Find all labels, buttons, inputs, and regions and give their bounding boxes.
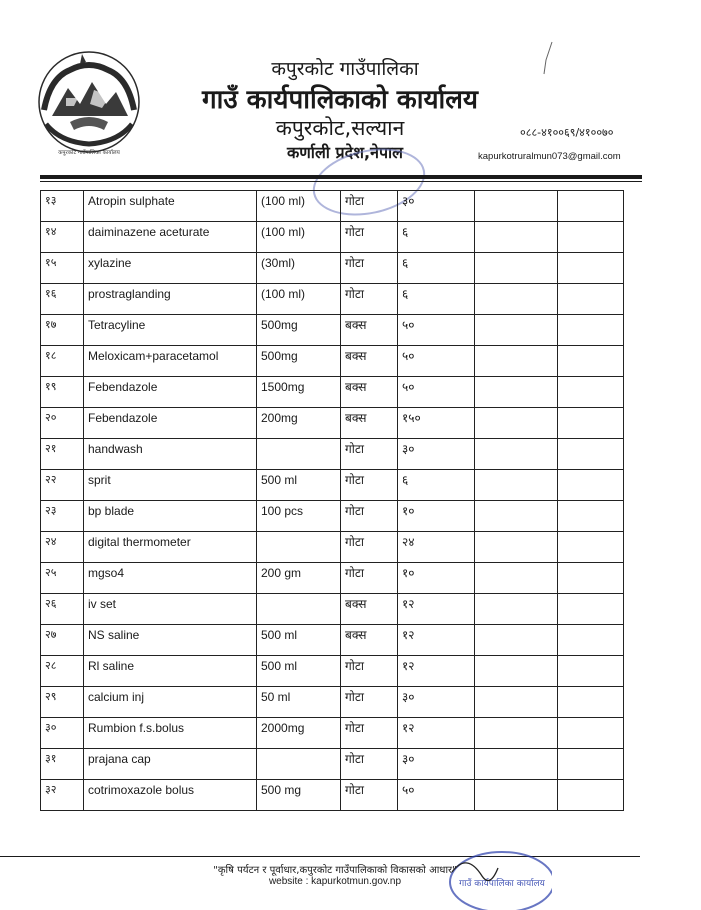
item-unit: बक्स [341, 346, 398, 377]
province-name: कर्णाली प्रदेश,नेपाल [286, 143, 404, 162]
empty-cell [558, 594, 624, 625]
phone-number: ०८८-४१००६९/४१००७० [520, 126, 614, 139]
row-number: २३ [41, 501, 84, 532]
empty-cell [475, 718, 558, 749]
item-quantity: ३० [398, 687, 475, 718]
row-number: ३१ [41, 749, 84, 780]
office-location: कपुरकोट,सल्यान [275, 116, 405, 140]
table-row [41, 191, 624, 222]
email-address: kapurkotruralmun073@gmail.com [478, 151, 621, 162]
item-name: mgso4 [84, 563, 257, 594]
item-unit: बक्स [341, 408, 398, 439]
item-name: prostraglanding [84, 284, 257, 315]
empty-cell [558, 191, 624, 222]
item-quantity: ५० [398, 315, 475, 346]
table-row [41, 749, 624, 780]
table-row [41, 346, 624, 377]
office-title: गाउँ कार्यपालिकाको कार्यालय [202, 85, 478, 115]
row-number: २२ [41, 470, 84, 501]
item-quantity: ६ [398, 253, 475, 284]
item-unit: गोटा [341, 687, 398, 718]
item-unit: गोटा [341, 253, 398, 284]
table-row [41, 780, 624, 811]
table-row [41, 718, 624, 749]
item-unit: गोटा [341, 780, 398, 811]
item-name: digital thermometer [84, 532, 257, 563]
empty-cell [475, 439, 558, 470]
item-name: calcium inj [84, 687, 257, 718]
item-size: 500 mg [257, 780, 341, 811]
item-name: cotrimoxazole bolus [84, 780, 257, 811]
item-name: Rumbion f.s.bolus [84, 718, 257, 749]
empty-cell [558, 656, 624, 687]
empty-cell [558, 780, 624, 811]
table-row [41, 222, 624, 253]
empty-cell [475, 191, 558, 222]
medicine-table [40, 190, 624, 811]
item-name: Rl saline [84, 656, 257, 687]
empty-cell [558, 222, 624, 253]
empty-cell [475, 780, 558, 811]
item-quantity: ३० [398, 749, 475, 780]
table-row [41, 656, 624, 687]
empty-cell [475, 346, 558, 377]
empty-cell [475, 656, 558, 687]
item-quantity: १५० [398, 408, 475, 439]
item-size: 500mg [257, 315, 341, 346]
item-quantity: १० [398, 563, 475, 594]
nepal-emblem-icon [30, 48, 148, 156]
item-size: 500mg [257, 346, 341, 377]
item-size: 200 gm [257, 563, 341, 594]
item-unit: गोटा [341, 563, 398, 594]
table-row [41, 625, 624, 656]
row-number: २० [41, 408, 84, 439]
empty-cell [558, 625, 624, 656]
empty-cell [475, 315, 558, 346]
item-quantity: १२ [398, 718, 475, 749]
empty-cell [475, 501, 558, 532]
item-unit: बक्स [341, 315, 398, 346]
row-number: २८ [41, 656, 84, 687]
item-name: xylazine [84, 253, 257, 284]
row-number: २६ [41, 594, 84, 625]
empty-cell [475, 687, 558, 718]
row-number: २१ [41, 439, 84, 470]
empty-cell [475, 625, 558, 656]
row-number: ३० [41, 718, 84, 749]
office-seal [432, 832, 552, 910]
empty-cell [475, 594, 558, 625]
header-rule [40, 175, 642, 179]
item-size: (100 ml) [257, 222, 341, 253]
item-unit: गोटा [341, 532, 398, 563]
item-unit: बक्स [341, 594, 398, 625]
item-size: (100 ml) [257, 284, 341, 315]
item-unit: गोटा [341, 501, 398, 532]
empty-cell [475, 284, 558, 315]
empty-cell [558, 749, 624, 780]
item-quantity: ५० [398, 780, 475, 811]
footer-motto: "कृषि पर्यटन र पूर्वाधार,कपुरकोट गाउँपालिकाको विकासको आधार" [213, 865, 457, 876]
table-row [41, 408, 624, 439]
emblem-text: कपुरकोट गाउँपालिका कार्यालय [58, 150, 120, 156]
item-name: handwash [84, 439, 257, 470]
item-quantity: ६ [398, 470, 475, 501]
item-size [257, 594, 341, 625]
item-size: 1500mg [257, 377, 341, 408]
row-number: १६ [41, 284, 84, 315]
item-size: 500 ml [257, 625, 341, 656]
item-size [257, 439, 341, 470]
item-quantity: १० [398, 501, 475, 532]
seal-text: गाउँ कार्यपालिका कार्यालय [459, 879, 545, 889]
item-name: Febendazole [84, 377, 257, 408]
empty-cell [558, 346, 624, 377]
item-unit: गोटा [341, 222, 398, 253]
empty-cell [475, 563, 558, 594]
item-unit: गोटा [341, 718, 398, 749]
empty-cell [558, 253, 624, 284]
item-name: daiminazene aceturate [84, 222, 257, 253]
item-name: sprit [84, 470, 257, 501]
empty-cell [558, 501, 624, 532]
item-size [257, 749, 341, 780]
row-number: १४ [41, 222, 84, 253]
table-row [41, 377, 624, 408]
empty-cell [558, 563, 624, 594]
table-row [41, 532, 624, 563]
empty-cell [475, 408, 558, 439]
empty-cell [558, 718, 624, 749]
item-name: iv set [84, 594, 257, 625]
item-quantity: २४ [398, 532, 475, 563]
row-number: १३ [41, 191, 84, 222]
row-number: १७ [41, 315, 84, 346]
item-unit: गोटा [341, 439, 398, 470]
item-quantity: ५० [398, 377, 475, 408]
table-row [41, 470, 624, 501]
empty-cell [475, 377, 558, 408]
item-quantity: १२ [398, 594, 475, 625]
empty-cell [475, 222, 558, 253]
table-row [41, 315, 624, 346]
item-size: 500 ml [257, 470, 341, 501]
item-name: Tetracyline [84, 315, 257, 346]
empty-cell [558, 284, 624, 315]
row-number: १९ [41, 377, 84, 408]
item-unit: बक्स [341, 625, 398, 656]
table-row [41, 687, 624, 718]
header-rule-thin [40, 181, 642, 182]
item-size: 200mg [257, 408, 341, 439]
item-quantity: ५० [398, 346, 475, 377]
item-size: 100 pcs [257, 501, 341, 532]
table-row [41, 253, 624, 284]
item-size: 2000mg [257, 718, 341, 749]
empty-cell [475, 253, 558, 284]
item-quantity: ६ [398, 284, 475, 315]
item-quantity: १२ [398, 656, 475, 687]
empty-cell [475, 470, 558, 501]
item-size: 50 ml [257, 687, 341, 718]
empty-cell [558, 408, 624, 439]
empty-cell [558, 315, 624, 346]
item-unit: गोटा [341, 284, 398, 315]
item-name: bp blade [84, 501, 257, 532]
footer-website: website : kapurkotmun.gov.np [268, 876, 402, 887]
item-size: 500 ml [257, 656, 341, 687]
item-unit: गोटा [341, 656, 398, 687]
empty-cell [558, 377, 624, 408]
row-number: १५ [41, 253, 84, 284]
empty-cell [558, 687, 624, 718]
item-name: Meloxicam+paracetamol [84, 346, 257, 377]
empty-cell [558, 470, 624, 501]
table-row [41, 284, 624, 315]
item-name: NS saline [84, 625, 257, 656]
table-row [41, 439, 624, 470]
item-quantity: ३० [398, 439, 475, 470]
empty-cell [475, 532, 558, 563]
row-number: २५ [41, 563, 84, 594]
municipality-name: कपुरकोट गाउँपालिका [271, 58, 419, 80]
row-number: २९ [41, 687, 84, 718]
item-size: (100 ml) [257, 191, 341, 222]
empty-cell [558, 439, 624, 470]
row-number: १८ [41, 346, 84, 377]
row-number: २४ [41, 532, 84, 563]
empty-cell [475, 749, 558, 780]
item-size: (30ml) [257, 253, 341, 284]
item-quantity: ६ [398, 222, 475, 253]
item-unit: गोटा [341, 191, 398, 222]
table-row [41, 563, 624, 594]
table-row [41, 594, 624, 625]
item-quantity: ३० [398, 191, 475, 222]
item-name: Febendazole [84, 408, 257, 439]
row-number: २७ [41, 625, 84, 656]
item-unit: गोटा [341, 470, 398, 501]
item-size [257, 532, 341, 563]
item-name: prajana cap [84, 749, 257, 780]
item-unit: बक्स [341, 377, 398, 408]
item-unit: गोटा [341, 749, 398, 780]
item-quantity: १२ [398, 625, 475, 656]
item-name: Atropin sulphate [84, 191, 257, 222]
empty-cell [558, 532, 624, 563]
pen-mark [538, 40, 558, 76]
row-number: ३२ [41, 780, 84, 811]
table-row [41, 501, 624, 532]
